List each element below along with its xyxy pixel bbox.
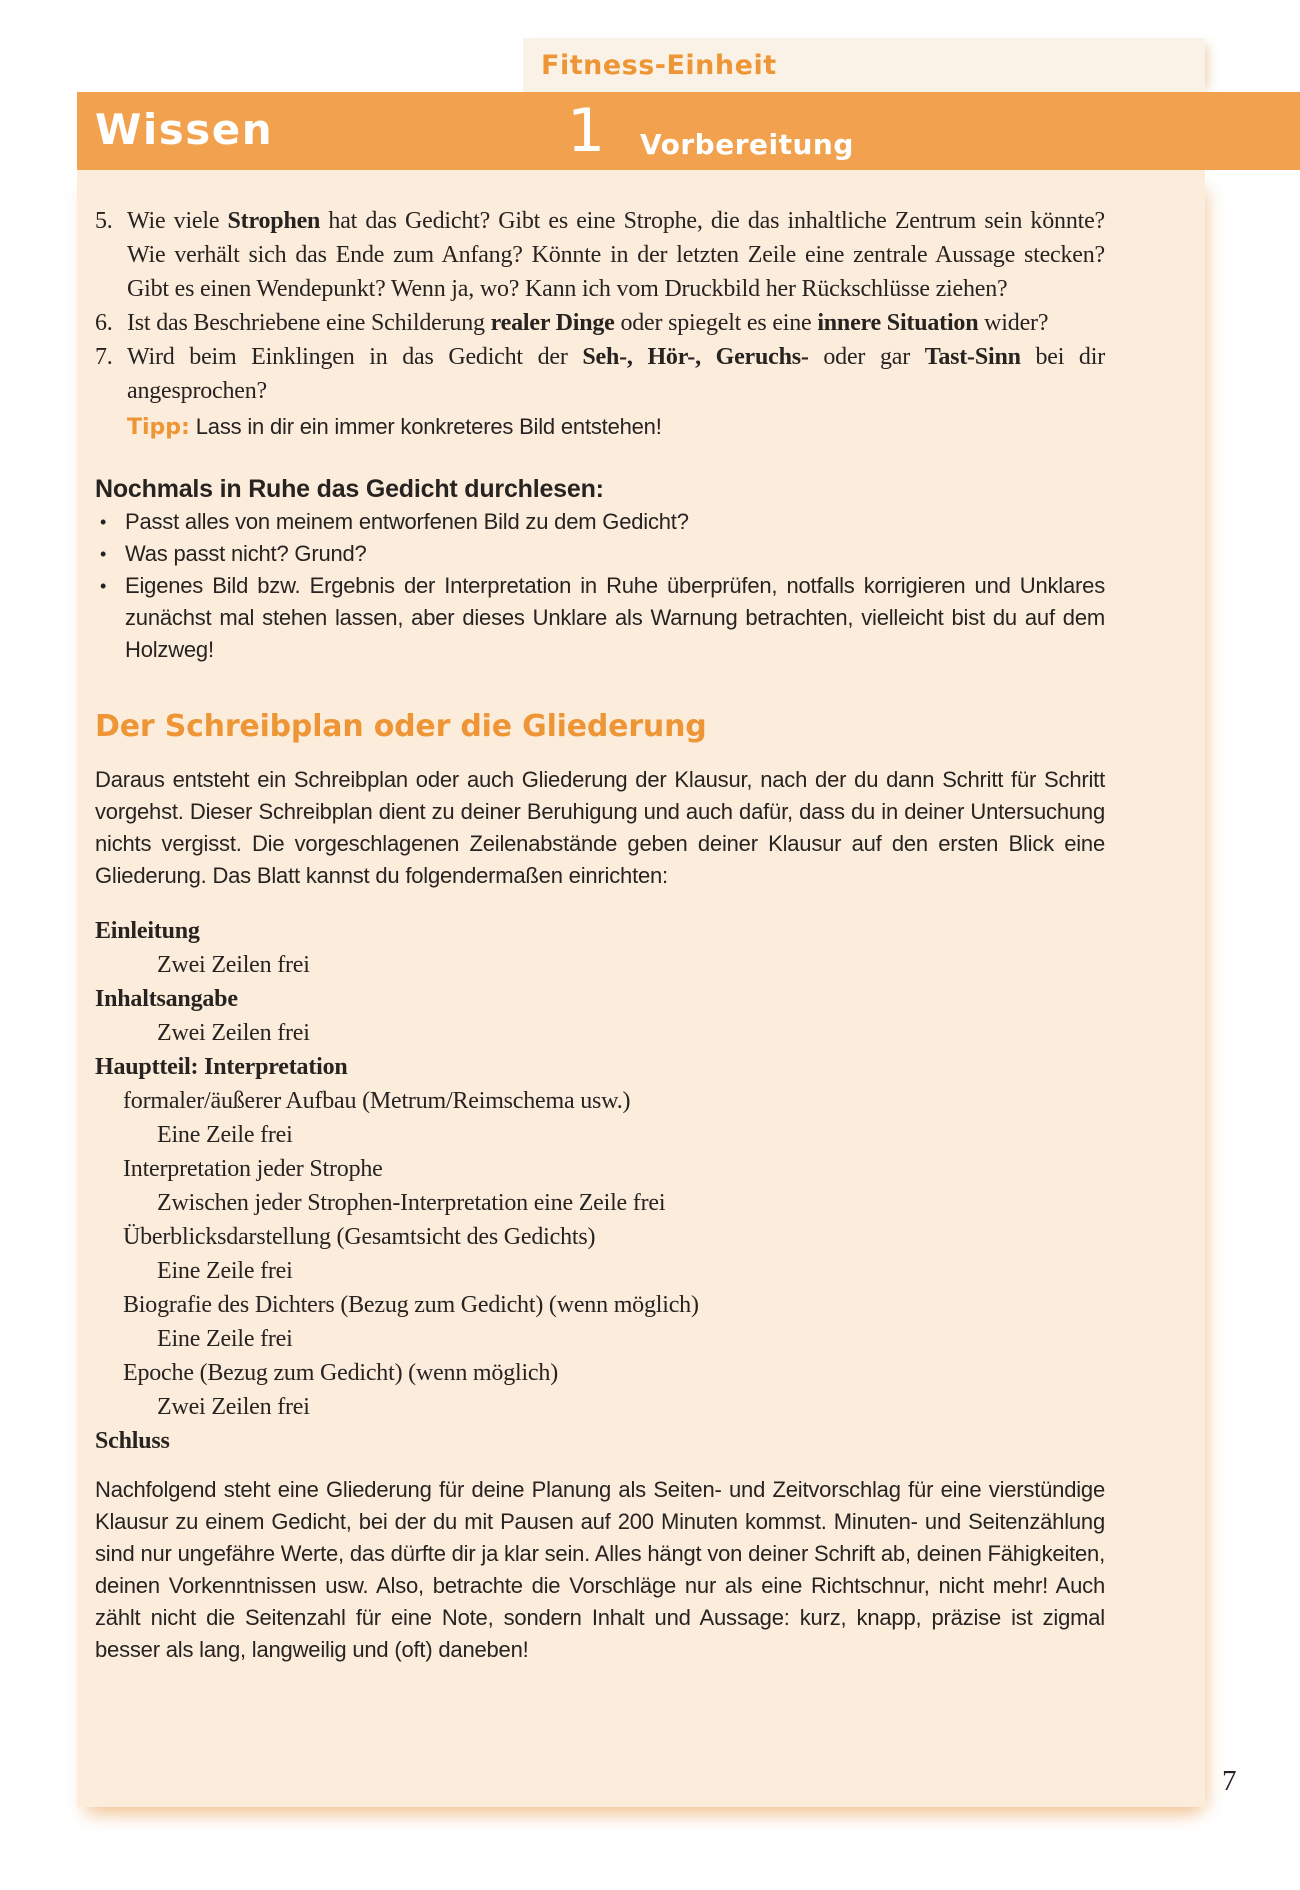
unit-tab (523, 38, 1205, 92)
bullet-icon: • (100, 512, 107, 532)
checklist-heading: Nochmals in Ruhe das Gedicht durchlesen: (95, 475, 604, 503)
bold-text-run: Seh-, Hör-, Geruchs- (582, 344, 809, 370)
outline-item: Interpretation jeder Strophe (123, 1156, 383, 1182)
text-run: Wird beim Einklingen in das Gedicht der (127, 344, 583, 370)
checklist-item-text: Passt alles von meinem entworfenen Bild zu dem Gedicht? (125, 509, 689, 534)
chapter-banner (77, 92, 1300, 170)
text-run: wider? (978, 310, 1049, 336)
question-number: 5. (95, 208, 113, 234)
outline-item: Einleitung (95, 918, 200, 944)
bold-text-run: Strophen (227, 208, 321, 234)
tip-line (127, 411, 1105, 444)
outline-item: Überblicksdarstellung (Gesamtsicht des Gedichts) (123, 1224, 596, 1250)
bold-text-run: innere Situation (817, 310, 979, 336)
section-closing: Nachfolgend steht eine Gliederung für deine Planung als Seiten- und Zeitvorschlag für eine vierstündige Klausur zu einem Gedicht, bei der du mit Pausen auf 200 Minuten kommst. Minuten- und Seitenzählung sind nur ungefähre Werte, das dürfte dir ja klar sein. Alles hängt von deiner Schrift ab, deinen Fähigkeiten, deinen Vorkenntnissen usw. Also, betrachte die Vorschläge nur als eine Richtschnur, nicht mehr! Auch zählt nicht die Seitenzahl für eine Note, sondern Inhalt und Aussage: kurz, knapp, präzise ist zigmal besser als lang, langweilig und (oft) daneben! (95, 1477, 1105, 1662)
text-run: oder spiegelt es eine (614, 310, 818, 336)
text-run: Wie viele (127, 208, 228, 234)
question-number: 7. (95, 344, 113, 370)
bold-text-run: Tast-Sinn (924, 344, 1021, 370)
outline-item: Inhaltsangabe (95, 986, 238, 1012)
question-item (95, 306, 1105, 340)
text-run: Lass in dir ein immer konkreteres Bild entstehen! (189, 414, 662, 439)
text-run: Ist das Beschriebene eine Schilderung (127, 310, 491, 336)
question-text (127, 306, 1105, 340)
outline (95, 914, 1105, 1458)
outline-item: Eine Zeile frei (157, 1122, 293, 1148)
section-heading: Der Schreibplan oder die Gliederung (95, 709, 707, 744)
checklist-item-text: Eigenes Bild bzw. Ergebnis der Interpretation in Ruhe überprüfen, notfalls korrigieren und Unklares zunächst mal stehen lassen, aber dieses Unklare als Warnung betrachten, vielleicht bist du auf dem Holzweg! (125, 573, 1105, 662)
outline-item: Hauptteil: Interpretation (95, 1054, 348, 1080)
question-text (127, 204, 1105, 306)
unit-number: 1 (567, 96, 606, 166)
tip-label: Tipp: (127, 415, 190, 440)
bullet-icon: • (100, 576, 107, 596)
content-panel (77, 170, 1205, 1807)
page-number: 7 (1222, 1765, 1237, 1797)
checklist-item (95, 570, 1105, 666)
text-run: bei dir angesprochen? (127, 344, 1105, 404)
outline-item: Eine Zeile frei (157, 1326, 293, 1352)
question-text (127, 340, 1105, 444)
outline-item: Zwischen jeder Strophen-Interpretation eine Zeile frei (157, 1190, 666, 1216)
bullet-icon: • (100, 544, 107, 564)
text-run: hat das Gedicht? Gibt es eine Strophe, die das inhaltliche Zentrum sein könnte? Wie verhält sich das Ende zum Anfang? Könnte in der letzten Zeile eine zentrale Aussage stecken? Gibt es einen Wendepunkt? Wenn ja, wo? Kann ich vom Druckbild her Rückschlüsse ziehen? (127, 208, 1105, 302)
question-list (95, 204, 1105, 444)
outline-item: Zwei Zeilen frei (157, 952, 310, 978)
chapter-title: Wissen (95, 105, 274, 154)
outline-item: Zwei Zeilen frei (157, 1020, 310, 1046)
checklist-item-text: Was passt nicht? Grund? (125, 541, 367, 566)
outline-item: Epoche (Bezug zum Gedicht) (wenn möglich) (123, 1360, 558, 1386)
checklist (95, 506, 1105, 666)
outline-item: Schluss (95, 1428, 170, 1454)
outline-item: formaler/äußerer Aufbau (Metrum/Reimschema usw.) (123, 1088, 631, 1114)
outline-item: Eine Zeile frei (157, 1258, 293, 1284)
section-intro: Daraus entsteht ein Schreibplan oder auch Gliederung der Klausur, nach der du dann Schritt für Schritt vorgehst. Dieser Schreibplan dient zu deiner Beruhigung und auch dafür, dass du in deiner Untersuchung nichts vergisst. Die vorgeschlagenen Zeilenabstände geben deiner Klausur auf den ersten Blick eine Gliederung. Das Blatt kannst du folgendermaßen einrichten: (95, 767, 1105, 888)
unit-label: Vorbereitung (640, 128, 854, 161)
outline-item: Biografie des Dichters (Bezug zum Gedicht) (wenn möglich) (123, 1292, 699, 1318)
question-item (95, 340, 1105, 444)
checklist-item (95, 538, 1105, 570)
bold-text-run: realer Dinge (490, 310, 615, 336)
question-item (95, 204, 1105, 306)
checklist-item (95, 506, 1105, 538)
text-run: oder gar (808, 344, 925, 370)
question-number: 6. (95, 310, 113, 336)
unit-tab-label: Fitness-Einheit (541, 49, 777, 81)
outline-item: Zwei Zeilen frei (157, 1394, 310, 1420)
